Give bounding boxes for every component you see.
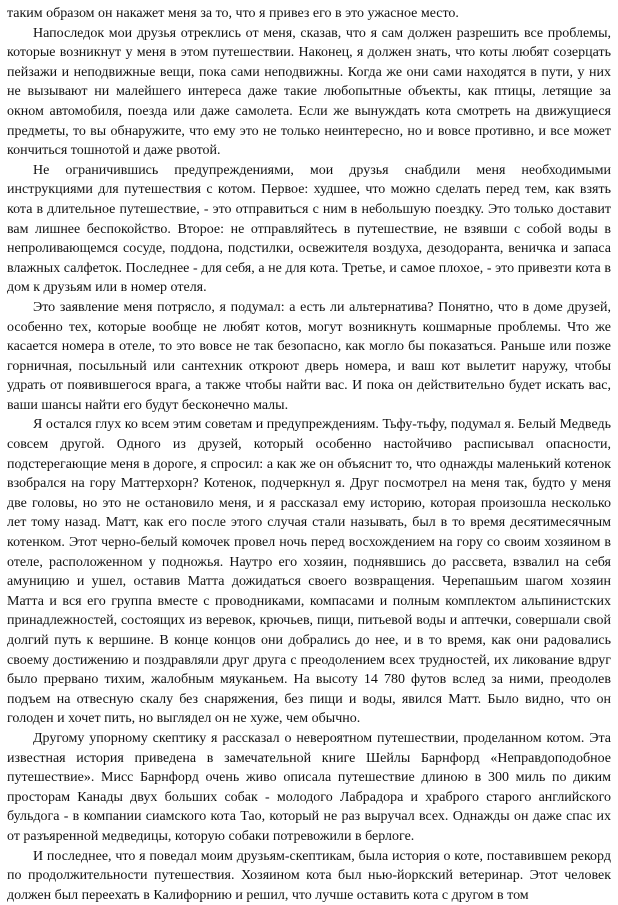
paragraph-6: Другому упорному скептику я рассказал о невероятном путешествии, проделанном котом. Эта известная история приведена в замечательной книге Шейлы Барнфорд «Неправдоподобное путешествие». Мисс Барнфорд очень живо описала путешествие длиною в 300 миль по диким просторам Канады двух больших собак - молодого Лабрадора и храброго старого английского бульдога - в компании сиамского кота Тао, который не раз выручал всех. Однажды он даже спас их от разъяренной медведицы, которую собаки потревожили в берлоге. bbox=[7, 730, 611, 844]
paragraph-4: Это заявление меня потрясло, я подумал: а есть ли альтернатива? Понятно, что в доме друзей, особенно тех, которые вообще не любят котов, могут возникнуть кошмарные проблемы. Что же касается номера в отеле, то это вовсе не так безопасно, как могло бы показаться. Раньше или позже горничная, посыльный или сантехник откроют дверь номера, и ваш кот вылетит наружу, чтобы удрать от появившегося врага, а также чтобы найти вас. И пока он действительно будет искать вас, ваши шансы найти его будут бесконечно малы. bbox=[7, 299, 611, 413]
paragraph-3: Не ограничившись предупреждениями, мои друзья снабдили меня необходимыми инструкциями для путешествия с котом. Первое: худшее, что можно сделать перед тем, как взять кота в длительное путешествие, - это отправиться с ним в небольшую поездку. Это только доставит вам лишнее беспокойство. Второе: не отправляйтесь в путешествие, не взявши с собой воды в непроливающемся сосуде, поддона, подстилки, освежителя воздуха, дезодоранта, веничка и запаса влажных салфеток. Последнее - для себя, а не для кота. Третье, и самое плохое, - это привезти кота в дом к друзьям или в номер отеля. bbox=[7, 162, 611, 296]
paragraph-7: И последнее, что я поведал моим друзьям-скептикам, была история о коте, поставившем рекорд по продолжительности путешествия. Хозяином кота был нью-йоркский ветеринар. Этот человек должен был переехать в Калифорнию и решил, что лучше оставить кота с другом в том bbox=[7, 848, 611, 903]
paragraph-2: Напоследок мои друзья отреклись от меня, сказав, что я сам должен разрешить все проблемы, которые возникнут у меня в этом путешествии. Наконец, я должен знать, что коты любят созерцать пейзажи и неподвижные вещи, пока сами неподвижны. Когда же они сами находятся в пути, у них не вызывают ни малейшего интереса даже такие любопытные объекты, как птицы, летящие за окном автомобиля, поезда или даже самолета. Если же вынуждать кота смотреть на движущиеся предметы, то вы обнаружите, что ему это не только неинтересно, но и вовсе противно, и все может кончиться тошнотой и даже рвотой. bbox=[7, 25, 611, 159]
paragraph-5: Я остался глух ко всем этим советам и предупреждениям. Тьфу-тьфу, подумал я. Белый Медведь совсем другой. Одного из друзей, который особенно настойчиво расписывал опасности, подстерегающие меня в дороге, я спросил: а как же он объяснит то, что однажды маленький котенок взобрался на гору Маттерхорн? Котенок, подчеркнул я. Друг посмотрел на меня так, будто у меня две головы, но это не остановило меня, и я рассказал ему историю, которая произошла несколько лет тому назад. Матт, как его после этого случая стали называть, был в то время десятимесячным котенком. Этот черно-белый комочек провел ночь перед восхождением на гору со своим хозяином в отеле, расположенном у подножья. Наутро его хозяин, поднявшись до рассвета, взвалил на себя амуницию и ушел, оставив Матта дожидаться своего возвращения. Черепашьим шагом хозяин Матта и вся его группа вместе с проводниками, компасами и полным комплектом альпинистских принадлежностей, состоящих из веревок, крючьев, пищи, питьевой воды и аптечки, совершали свой долгий путь к вершине. В конце концов они добрались до нее, и в то время, как они радовались своему достижению и поздравляли друг друга с преодолением всех трудностей, их ликование вдруг было прервано тихим, жалобным мяуканьем. На высоту 14 780 футов вслед за ними, преодолев подъем на отвесную скалу без снаряжения, без пищи и воды, явился Матт. Было видно, что он голоден и хочет пить, но выглядел он не хуже, чем обычно. bbox=[7, 417, 611, 727]
paragraph-1: таким образом он накажет меня за то, что я привез его в это ужасное место. bbox=[7, 6, 459, 21]
document-page bbox=[7, 4, 611, 905]
